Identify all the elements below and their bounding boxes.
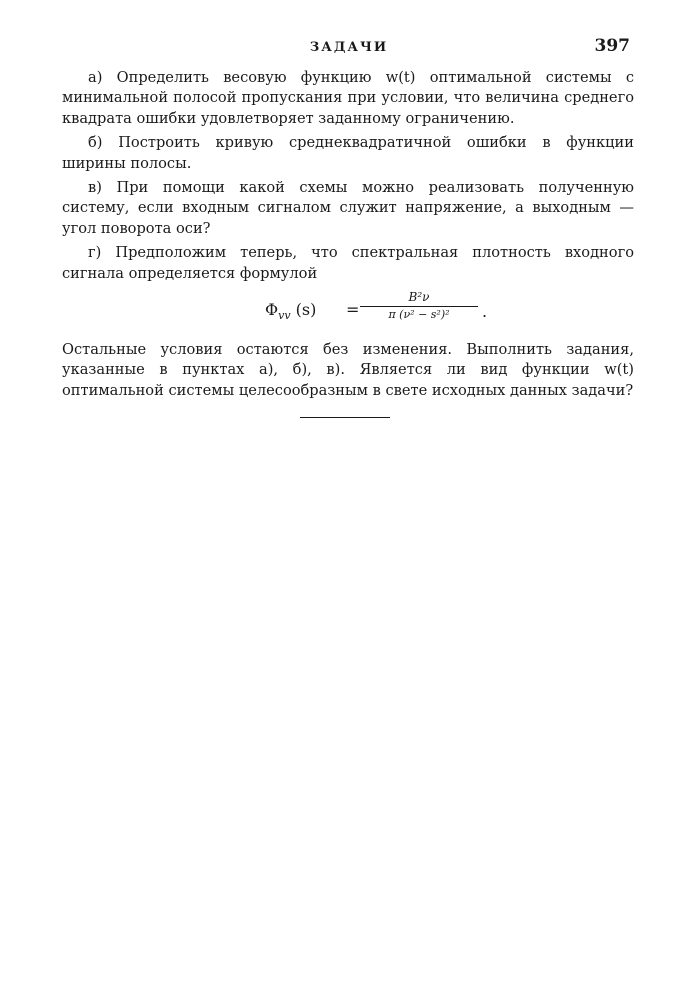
end-rule <box>300 417 390 418</box>
page-number: 397 <box>594 36 630 56</box>
formula-denominator: π (ν² − s²)² <box>388 308 450 322</box>
task-item-v: в) При помощи какой схемы можно реализовать полученную систему, если входным сигналом служит напряжение, а выходным — угол поворота оси? <box>62 179 634 237</box>
closing-paragraph: Остальные условия остаются без изменения. Выполнить задания, указанные в пунктах а), б), в). Является ли вид функции w(t) оптимальной системы целесообразным в свете исходных данных задачи? <box>62 341 634 399</box>
spectral-density-formula <box>62 288 634 338</box>
formula-terminator: . <box>482 302 488 322</box>
task-item-g: г) Предположим теперь, что спектральная плотность входного сигнала определяется формулой <box>62 244 634 282</box>
task-item-b: б) Построить кривую среднеквадратичной ошибки в функции ширины полосы. <box>62 134 634 172</box>
page-body <box>62 68 634 401</box>
formula-numerator: B²ν <box>408 290 430 305</box>
running-title: ЗАДАЧИ <box>309 40 389 55</box>
formula-phi: Φ <box>265 300 279 320</box>
formula-lhs <box>265 300 316 327</box>
formula-argument: (s) <box>295 300 317 320</box>
formula-fraction <box>360 288 478 323</box>
page-header <box>62 36 636 58</box>
formula-subscript: vv <box>278 309 291 323</box>
formula-equals: = <box>346 300 360 320</box>
task-item-a: а) Определить весовую функцию w(t) оптимальной системы с минимальной полосой пропускания при условии, что величина среднего квадрата ошибки удовлетворяет заданному ограничению. <box>62 69 634 127</box>
